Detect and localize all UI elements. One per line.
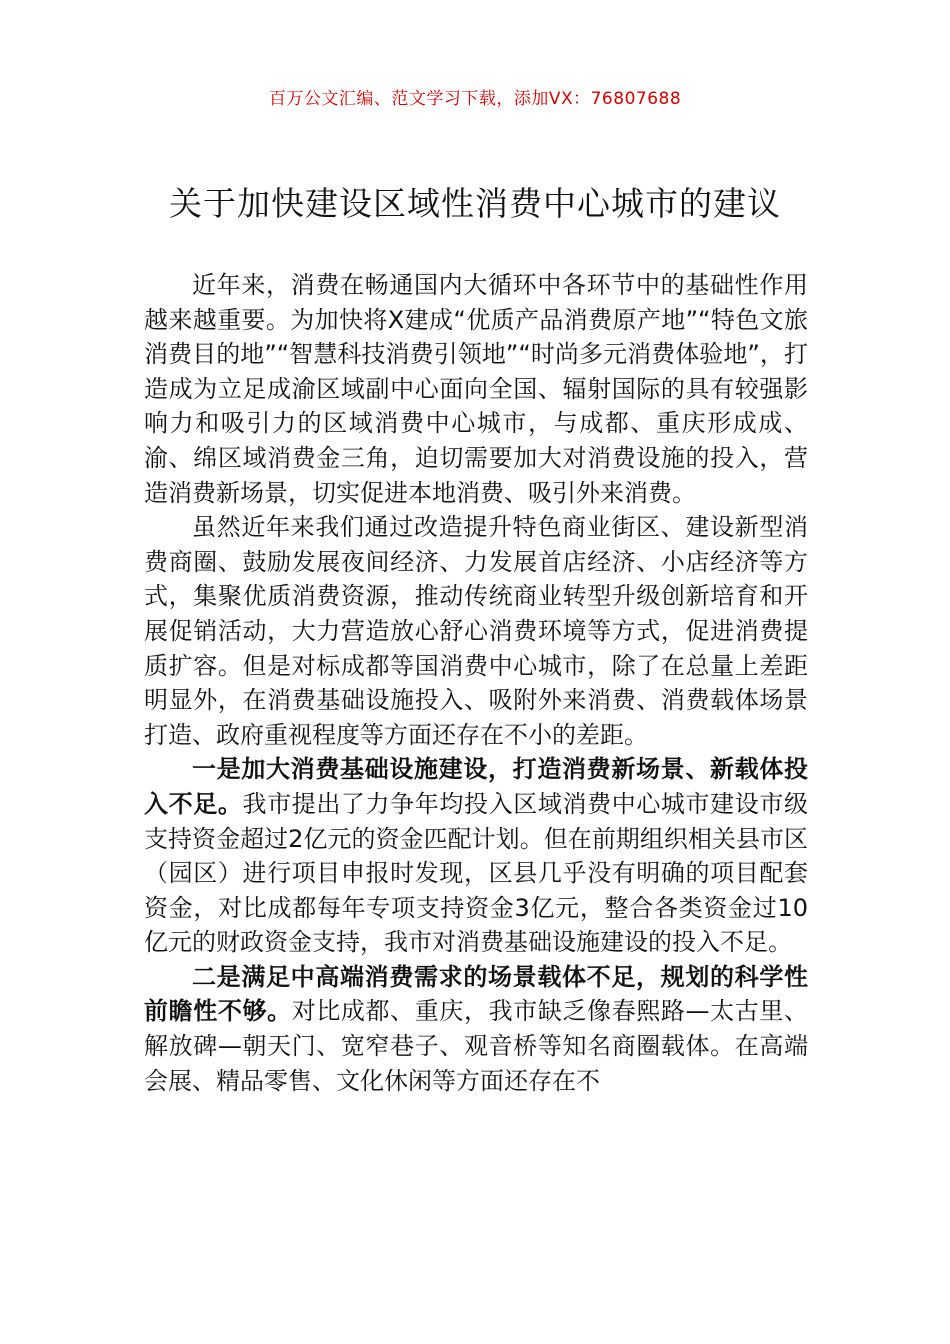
paragraph-2 — [144, 510, 808, 752]
paragraph-1 — [144, 268, 808, 510]
paragraph-1-text: 近年来，消费在畅通国内大循环中各环节中的基础性作用越来越重要。为加快将X建成“优质产品消费原产地”“特色文旅消费目的地”“智慧科技消费引领地”“时尚多元消费体验地”，打造成为立足成渝区域副中心面向全国、辐射国际的具有较强影响力和吸引力的区域消费中心城市，与成都、重庆形成成、渝、绵区域消费金三角，迫切需要加大对消费设施的投入，营造消费新场景，切实促进本地消费、吸引外来消费。 — [144, 271, 808, 507]
paragraph-2-text: 虽然近年来我们通过改造提升特色商业街区、建设新型消费商圈、鼓励发展夜间经济、力发展首店经济、小店经济等方式，集聚优质消费资源，推动传统商业转型升级创新培育和开展促销活动，大力营造放心舒心消费环境等方式，促进消费提质扩容。但是对标成都等国消费中心城市，除了在总量上差距明显外，在消费基础设施投入、吸附外来消费、消费载体场景打造、政府重视程度等方面还存在不小的差距。 — [144, 513, 808, 749]
paragraph-3 — [144, 752, 808, 960]
header-note: 百万公文汇编、范文学习下载，添加VX：76807688 — [268, 89, 682, 109]
page-title: 关于加快建设区域性消费中心城市的建议 — [169, 184, 781, 223]
paragraph-3-lead: 一是加大消费基础设施建设，打造消费新场景、新载体投入不足。 — [144, 755, 808, 818]
paragraph-4 — [144, 960, 808, 1098]
document-body — [144, 268, 808, 1098]
paragraph-3-text: 我市提出了力争年均投入区域消费中心城市建设市级支持资金超过2亿元的资金匹配计划。但在前期组织相关县市区（园区）进行项目申报时发现，区县几乎没有明确的项目配套资金，对比成都每年专项支持资金3亿元，整合各类资金过10亿元的财政资金支持，我市对消费基础设施建设的投入不足。 — [144, 789, 809, 957]
paragraph-4-text: 对比成都、重庆，我市缺乏像春熙路—太古里、解放碑—朝天门、宽窄巷子、观音桥等知名商圈载体。在高端会展、精品零售、文化休闲等方面还存在不 — [144, 997, 809, 1095]
paragraph-4-lead: 二是满足中高端消费需求的场景载体不足，规划的科学性前瞻性不够。 — [144, 962, 808, 1026]
